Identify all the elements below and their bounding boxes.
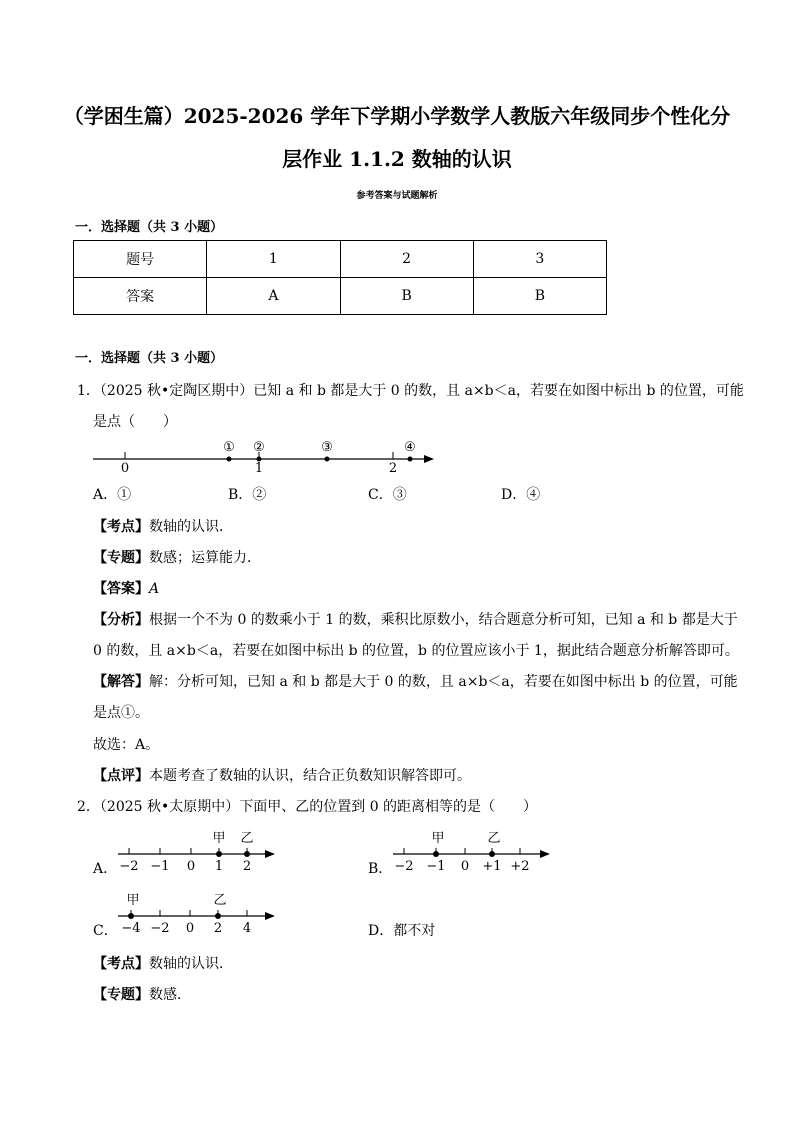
label-jia: 甲 [431, 831, 445, 846]
label-jia: 甲 [126, 893, 140, 908]
doc-title-line2: 层作业 1.1.2 数轴的认识 [282, 147, 512, 171]
q1-option-b: B．② [228, 487, 267, 503]
q2-option-a-letter: A． [93, 861, 118, 877]
axis-arrow [265, 912, 275, 920]
q2-option-b-number-line [388, 824, 558, 876]
q1-kaodian [93, 516, 233, 536]
q1-fenxi-line1 [93, 609, 738, 629]
tag-content: A [149, 581, 160, 597]
tag-label: 【考点】 [93, 956, 149, 972]
q2-kaodian [93, 953, 233, 973]
q2-option-b-letter: B． [368, 861, 393, 877]
q2-option-c-number-line [113, 886, 283, 938]
q2-option-c-letter: C． [93, 923, 118, 939]
point-3 [325, 457, 330, 462]
q1-jieda-line1 [93, 671, 738, 691]
doc-subtitle: 参考答案与试题解析 [356, 191, 438, 201]
q1-number-line [88, 436, 438, 476]
tick-label: 1 [214, 859, 224, 874]
tick-label: 0 [186, 859, 196, 874]
point-label: ① [223, 440, 235, 455]
tick-label: 0 [120, 461, 130, 476]
q1-option-a: A．① [93, 487, 132, 503]
label-yi: 乙 [487, 831, 501, 846]
tag-content: 解：分析可知，已知 a 和 b 都是大于 0 的数，且 a×b＜a，若要在如图中标出 b 的位置，可能 [149, 674, 738, 690]
tick-label: 4 [242, 921, 252, 936]
tag-content: 本题考查了数轴的认识，结合正负数知识解答即可。 [149, 768, 471, 784]
label-jia: 甲 [212, 831, 226, 846]
q1-stem-line1: 1．（2025 秋•定陶区期中）已知 a 和 b 都是大于 0 的数，且 a×b＜a，若要在如图中标出 b 的位置，可能 [77, 383, 744, 399]
tick-label: 2 [213, 921, 223, 936]
point-jia [128, 913, 134, 919]
q1-option-d: D．④ [501, 487, 541, 503]
table-cell: 答案 [74, 278, 207, 315]
tick-label: −2 [119, 859, 139, 874]
tag-label: 【专题】 [93, 550, 149, 566]
axis-arrow [540, 850, 550, 858]
table-cell: A [207, 278, 340, 315]
q1-zhuanti [93, 547, 261, 567]
tag-label: 【答案】 [93, 581, 149, 597]
point-label: ③ [321, 440, 333, 455]
q2-zhuanti [93, 984, 191, 1004]
tick-label: +1 [482, 859, 502, 874]
point-yi [244, 851, 250, 857]
tick-label: 0 [185, 921, 195, 936]
q1-daan [93, 578, 159, 598]
q1-jieda-line2: 是点①。 [93, 705, 149, 721]
q1-stem-line2: 是点（ ） [93, 414, 177, 430]
tag-label: 【分析】 [93, 612, 149, 628]
doc-title-line1: （学困生篇）2025-2026 学年下学期小学数学人教版六年级同步个性化分 [63, 104, 731, 128]
point-4 [408, 457, 413, 462]
tag-content: 数轴的认识． [149, 519, 233, 535]
tick-label: −4 [121, 921, 141, 936]
tick-label: 2 [388, 461, 398, 476]
label-yi: 乙 [213, 893, 227, 908]
point-yi [215, 913, 221, 919]
tick-label: −2 [150, 921, 170, 936]
tag-label: 【解答】 [93, 674, 149, 690]
tag-label: 【考点】 [93, 519, 149, 535]
tick-label: 0 [460, 859, 470, 874]
q1-fenxi-line2: 0 的数，且 a×b＜a，若要在如图中标出 b 的位置，b 的位置应该小于 1，据此结合题意分析解答即可。 [93, 643, 739, 659]
table-row [74, 241, 607, 278]
section-heading-1: 一．选择题（共 3 小题） [75, 220, 224, 235]
table-cell: 2 [340, 241, 473, 278]
table-cell: B [473, 278, 606, 315]
point-1 [227, 457, 232, 462]
point-jia [433, 851, 439, 857]
table-cell: 3 [473, 241, 606, 278]
tick-label: 2 [242, 859, 252, 874]
tick-label: −2 [394, 859, 414, 874]
q2-option-a-number-line [113, 824, 283, 876]
axis-arrow [424, 455, 434, 463]
tag-label: 【专题】 [93, 987, 149, 1003]
q1-dianping [93, 765, 471, 785]
tag-content: 数感；运算能力． [149, 550, 261, 566]
q1-guxuan: 故选：A。 [93, 737, 160, 753]
axis-arrow [265, 850, 275, 858]
table-row [74, 278, 607, 315]
point-label: ② [253, 440, 265, 455]
answer-table [73, 240, 607, 315]
tag-content: 数轴的认识． [149, 956, 233, 972]
q1-option-c: C．③ [368, 487, 407, 503]
table-cell: B [340, 278, 473, 315]
point-jia [216, 851, 222, 857]
q2-stem: 2．（2025 秋•太原期中）下面甲、乙的位置到 0 的距离相等的是（ ） [77, 799, 538, 815]
tick-label: −1 [150, 859, 170, 874]
label-yi: 乙 [240, 831, 254, 846]
q2-option-d: D．都不对 [368, 923, 436, 939]
tag-label: 【点评】 [93, 768, 149, 784]
tag-content: 数感． [149, 987, 191, 1003]
point-label: ④ [404, 440, 416, 455]
tick-label: +2 [510, 859, 530, 874]
point-yi [489, 851, 495, 857]
tag-content: 根据一个不为 0 的数乘小于 1 的数，乘积比原数小，结合题意分析可知，已知 a 和 b 都是大于 [149, 612, 738, 628]
tick-label: −1 [426, 859, 446, 874]
table-cell: 1 [207, 241, 340, 278]
table-cell: 题号 [74, 241, 207, 278]
tick-label: 1 [254, 461, 264, 476]
section-heading-2: 一．选择题（共 3 小题） [75, 351, 224, 366]
